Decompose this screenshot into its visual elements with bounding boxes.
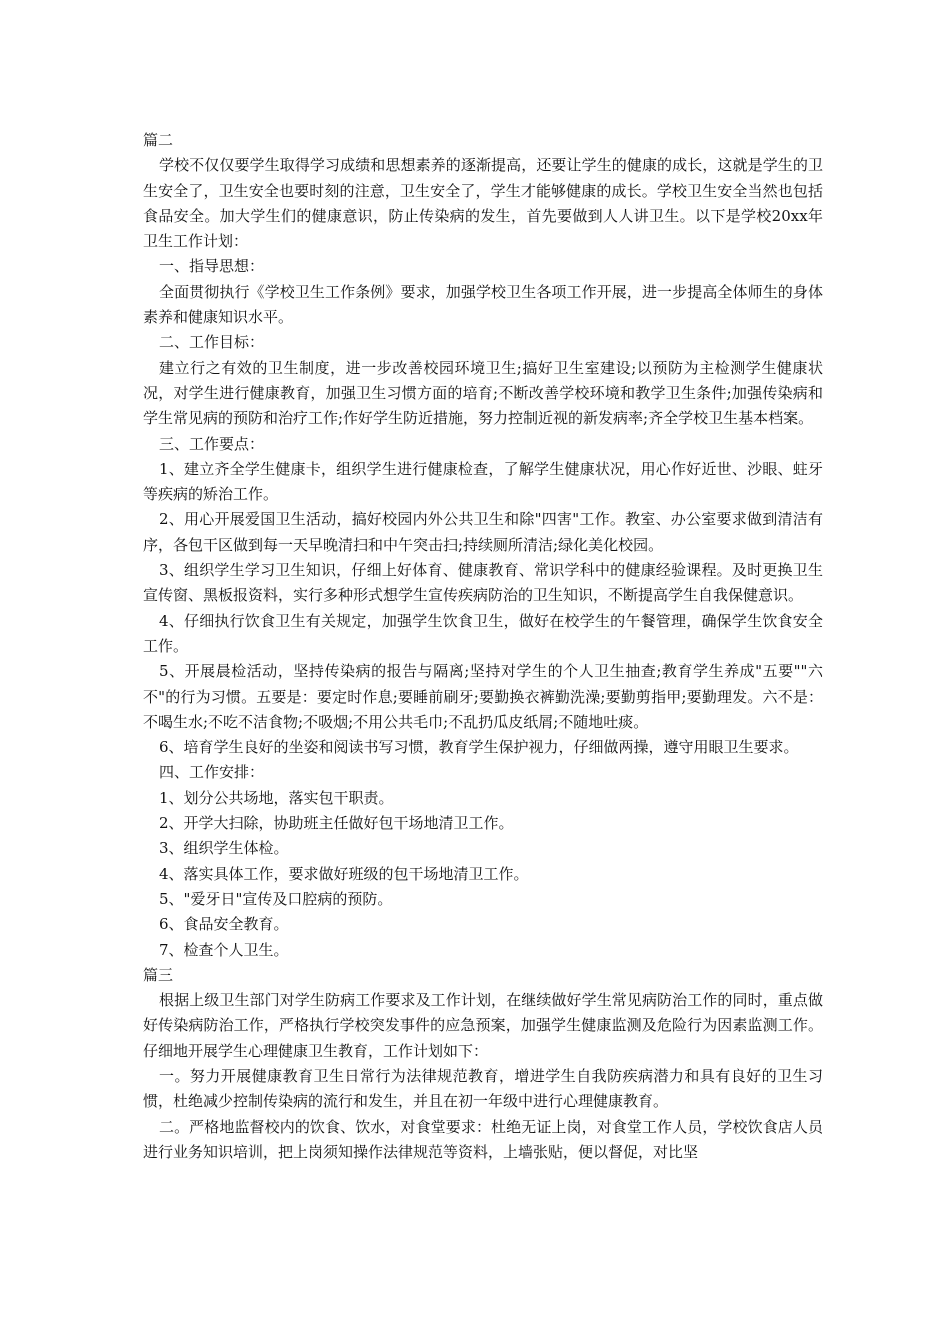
list-item-arrangement-5: 5、"爱牙日"宣传及口腔病的预防。 <box>159 889 393 908</box>
list-item-arrangement-2: 2、开学大扫除，协助班主任做好包干场地清卫工作。 <box>159 814 514 833</box>
subheading-work-points: 三、工作要点： <box>159 434 265 453</box>
list-item-point-6: 6、培育学生良好的坐姿和阅读书写习惯，教育学生保护视力，仔细做两操，遵守用眼卫生要求。 <box>159 738 799 757</box>
list-item-point-5: 5、开展晨检活动，坚持传染病的报告与隔离;坚持对学生的个人卫生抽查;教育学生养成"五要""六不"的行为习惯。五要是：要定时作息;要睡前刷牙;要勤换衣裤勤洗澡;要勤剪指甲;要勤理发。六不是：不喝生水;不吃不洁食物;不吸烟;不用公共毛巾;不乱扔瓜皮纸屑;不随地吐痰。 <box>143 662 823 731</box>
list-item-arrangement-4: 4、落实具体工作，要求做好班级的包干场地清卫工作。 <box>159 864 529 883</box>
list-item-point-2: 2、用心开展爱国卫生活动，搞好校园内外公共卫生和除"四害"工作。教室、办公室要求做到清洁有序，各包干区做到每一天早晚清扫和中午突击扫;持续厕所清洁;绿化美化校园。 <box>143 510 823 554</box>
list-item-arrangement-7: 7、检查个人卫生。 <box>159 940 289 959</box>
paragraph-guiding-thought: 全面贯彻执行《学校卫生工作条例》要求，加强学校卫生各项工作开展，进一步提高全体师生的身体素养和健康知识水平。 <box>143 282 823 327</box>
subheading-guiding-thought: 一、指导思想： <box>159 257 265 276</box>
list-item-arrangement-1: 1、划分公共场地，落实包干职责。 <box>159 788 394 807</box>
paragraph-intro: 学校不仅仅要学生取得学习成绩和思想素养的逐渐提高，还要让学生的健康的成长，这就是学生的卫生安全了，卫生安全也要时刻的注意，卫生安全了，学生才能够健康的成长。学校卫生安全当然也包括食品安全。加大学生们的健康意识，防止传染病的发生，首先要做到人人讲卫生。以下是学校20xx年卫生工作计划： <box>143 156 823 251</box>
list-item-arrangement-6: 6、食品安全教育。 <box>159 915 289 934</box>
paragraph-work-goals: 建立行之有效的卫生制度，进一步改善校园环境卫生;搞好卫生室建设;以预防为主检测学生健康状况，对学生进行健康教育，加强卫生习惯方面的培育;不断改善学校环境和教学卫生条件;加强传染病和学生常见病的预防和治疗工作;作好学生防近措施，努力控制近视的新发病率;齐全学校卫生基本档案。 <box>143 358 823 428</box>
section-heading-2: 篇二 <box>143 131 174 149</box>
list-item-point-1: 1、建立齐全学生健康卡，组织学生进行健康检查，了解学生健康状况，用心作好近世、沙眼、蛀牙等疾病的矫治工作。 <box>143 459 823 504</box>
document-body <box>143 128 823 1165</box>
paragraph-section3-intro: 根据上级卫生部门对学生防病工作要求及工作计划，在继续做好学生常见病防治工作的同时，重点做好传染病防治工作，严格执行学校突发事件的应急预案，加强学生健康监测及危险行为因素监测工作。仔细地开展学生心理健康卫生教育，工作计划如下： <box>143 991 823 1060</box>
subheading-work-goals: 二、工作目标： <box>159 333 265 352</box>
list-item-arrangement-3: 3、组织学生体检。 <box>159 839 289 858</box>
section-heading-3: 篇三 <box>143 965 174 984</box>
subheading-work-arrangement: 四、工作安排： <box>159 763 265 782</box>
list-item-point-3: 3、组织学生学习卫生知识，仔细上好体育、健康教育、常识学科中的健康经验课程。及时更换卫生宣传窗、黑板报资料，实行多种形式想学生宣传疾病防治的卫生知识，不断提高学生自我保健意识。 <box>143 561 823 605</box>
paragraph-section3-item-2: 二。严格地监督校内的饮食、饮水，对食堂要求：杜绝无证上岗，对食堂工作人员，学校饮食店人员进行业务知识培训，把上岗须知操作法律规范等资料，上墙张贴，便以督促，对比坚 <box>143 1117 823 1161</box>
list-item-point-4: 4、仔细执行饮食卫生有关规定，加强学生饮食卫生，做好在校学生的午餐管理，确保学生饮食安全工作。 <box>143 611 823 655</box>
paragraph-section3-item-1: 一。努力开展健康教育卫生日常行为法律规范教育，增进学生自我防疾病潜力和具有良好的卫生习惯，杜绝减少控制传染病的流行和发生，并且在初一年级中进行心理健康教育。 <box>143 1066 823 1111</box>
